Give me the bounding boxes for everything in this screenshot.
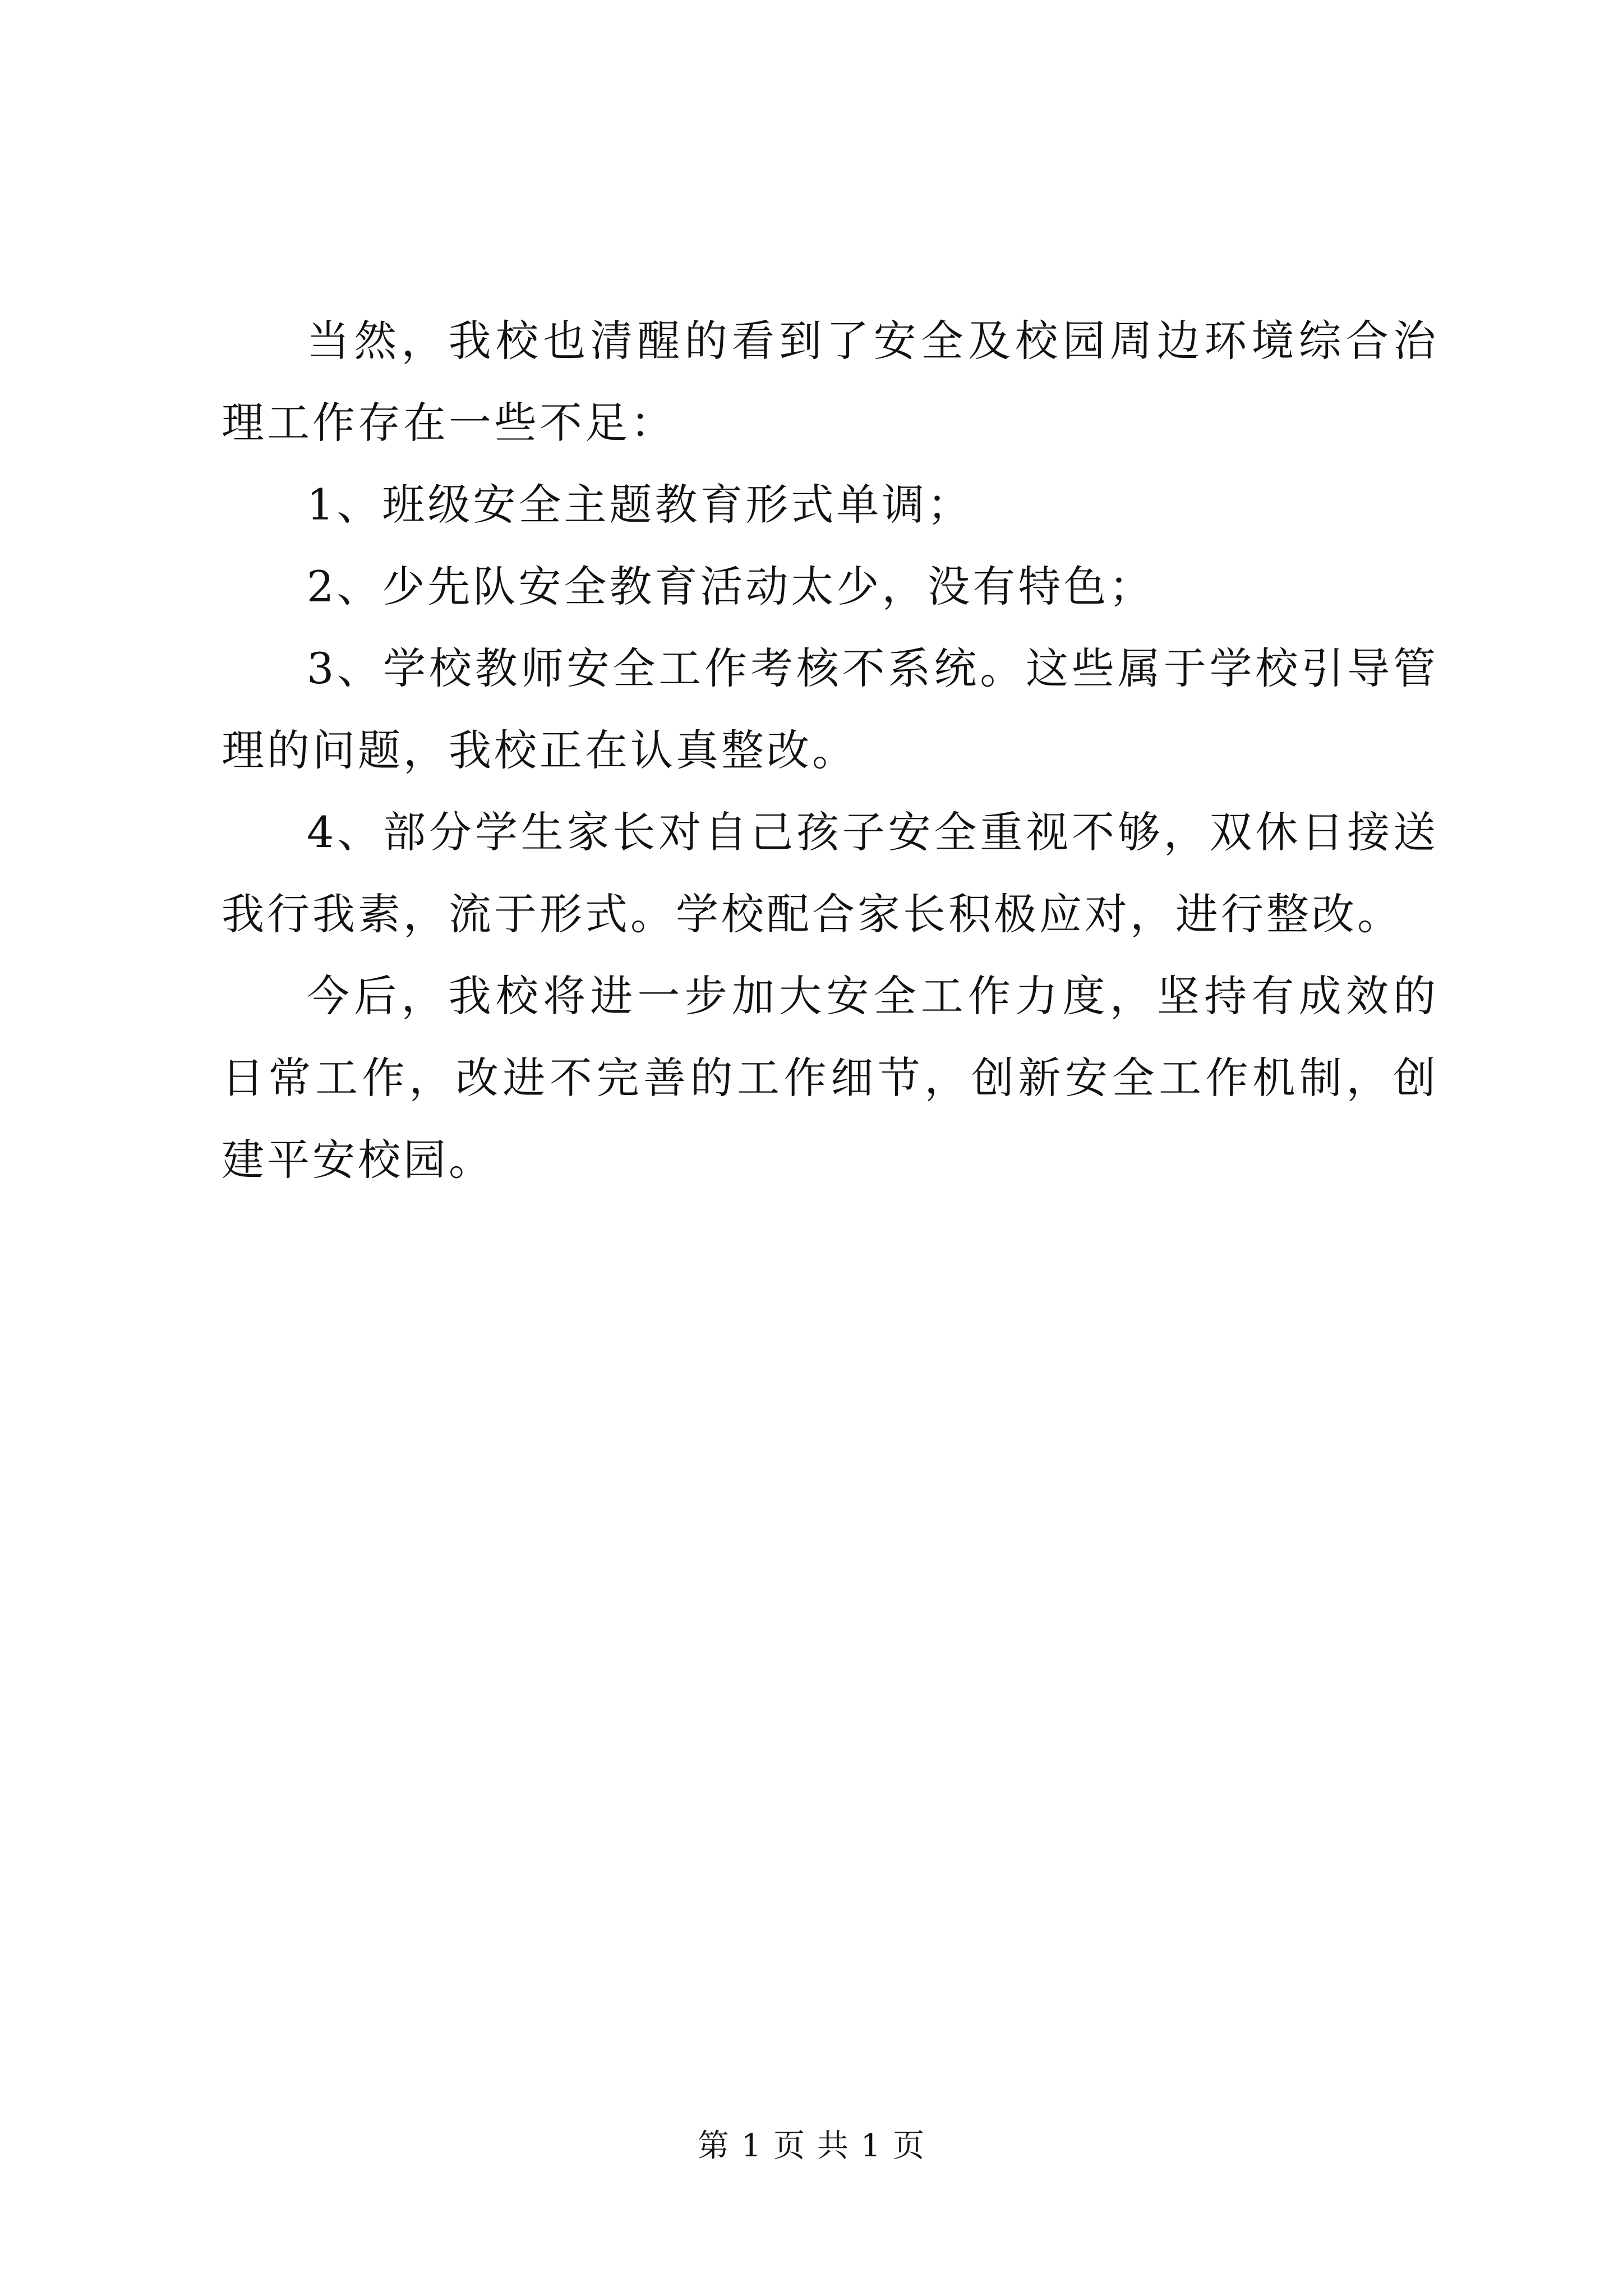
page-footer: 第 1 页 共 1 页 [697, 2128, 926, 2164]
list-item-1: 1、班级安全主题教育形式单调； [307, 480, 973, 530]
list-item-3: 3、学校教师安全工作考核不系统。这些属于学校引导管理的问题，我校正在认真整改。 [222, 643, 1438, 775]
paragraph-intro: 当然，我校也清醒的看到了安全及校园周边环境综合治理工作存在一些不足： [222, 316, 1438, 448]
list-item-2: 2、少先队安全教育活动太少，没有特色； [307, 562, 1155, 611]
document-body [222, 300, 1438, 1201]
list-item-4: 4、部分学生家长对自己孩子安全重视不够，双休日接送我行我素，流于形式。学校配合家长积极应对，进行整改。 [222, 807, 1438, 939]
paragraph-conclusion: 今后，我校将进一步加大安全工作力度，坚持有成效的日常工作，改进不完善的工作细节，创新安全工作机制，创建平安校园。 [222, 971, 1438, 1185]
